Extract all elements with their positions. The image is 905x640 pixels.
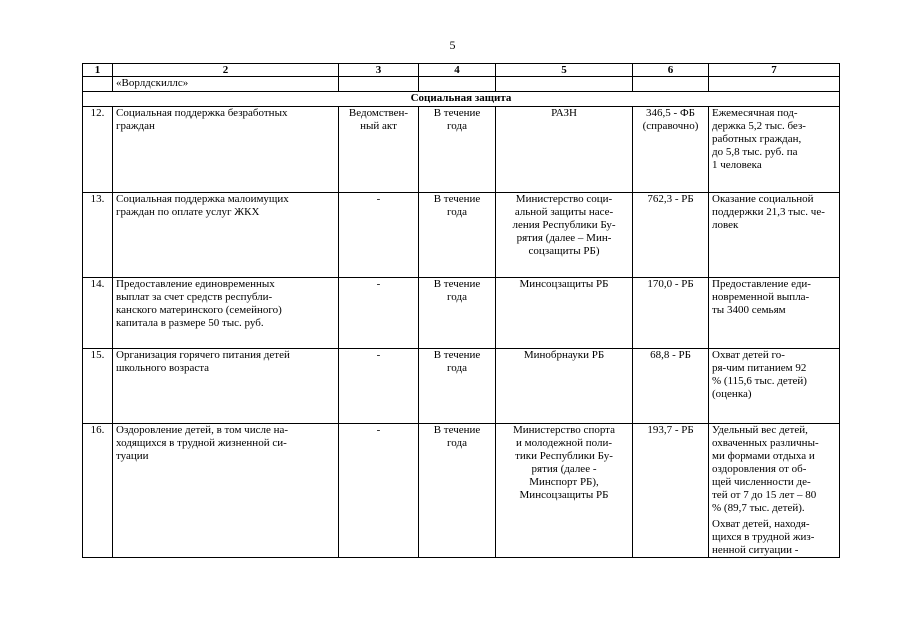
continuation-row (83, 77, 840, 92)
column-number: 2 (113, 64, 339, 77)
continuation-text: «Ворлдскиллс» (113, 77, 339, 92)
row-number: 14. (83, 278, 113, 349)
column-number: 7 (709, 64, 840, 77)
result-cell: Ежемесячная под- держка 5,2 тыс. без- работных граждан, до 5,8 тыс. руб. па 1 человека (709, 107, 840, 193)
result-cell: Предоставление еди- новременной выпла- ты 3400 семьям (709, 278, 840, 349)
amount-cell: 762,3 - РБ (633, 193, 709, 278)
act-cell: - (339, 349, 419, 424)
column-number: 6 (633, 64, 709, 77)
row-number: 13. (83, 193, 113, 278)
term-cell: В течение года (419, 424, 496, 558)
term-cell: В течение года (419, 107, 496, 193)
amount-cell: 170,0 - РБ (633, 278, 709, 349)
measure-cell: Социальная поддержка малоимущих граждан по оплате услуг ЖКХ (113, 193, 339, 278)
executor-cell: Министерство спорта и молодежной поли- тики Республики Бу- рятия (далее - Минспорт РБ), Минсоцзащиты РБ (496, 424, 633, 558)
measure-cell: Социальная поддержка безработных граждан (113, 107, 339, 193)
table-row (83, 278, 840, 349)
section-title: Социальная защита (83, 92, 840, 107)
column-number: 4 (419, 64, 496, 77)
measures-table (82, 63, 840, 558)
measure-cell: Предоставление единовременных выплат за счет средств республи- канского материнского (семейного) капитала в размере 50 тыс. руб. (113, 278, 339, 349)
row-number: 16. (83, 424, 113, 558)
act-cell: Ведомствен- ный акт (339, 107, 419, 193)
term-cell: В течение года (419, 193, 496, 278)
page-number: 5 (449, 38, 456, 52)
term-cell: В течение года (419, 278, 496, 349)
act-cell: - (339, 424, 419, 558)
table-row (83, 424, 840, 558)
act-cell: - (339, 193, 419, 278)
measure-cell: Организация горячего питания детей школьного возраста (113, 349, 339, 424)
result-cell: Удельный вес детей, охваченных различны- ми формами отдыха и оздоровления от об- щей численности де- тей от 7 до 15 лет – 80 % (89,7 тыс. детей). Охват детей, находя- щихся в трудной жиз- ненной ситуации - (709, 424, 840, 558)
row-number: 15. (83, 349, 113, 424)
amount-cell: 68,8 - РБ (633, 349, 709, 424)
table-row (83, 349, 840, 424)
term-cell: В течение года (419, 349, 496, 424)
executor-cell: Минобрнауки РБ (496, 349, 633, 424)
executor-cell: Министерство соци- альной защиты насе- ления Республики Бу- рятия (далее – Мин- соцзащиты РБ) (496, 193, 633, 278)
executor-cell: Минсоцзащиты РБ (496, 278, 633, 349)
result-cell: Охват детей го- ря-чим питанием 92 % (115,6 тыс. детей) (оценка) (709, 349, 840, 424)
column-number: 1 (83, 64, 113, 77)
table-row (83, 193, 840, 278)
executor-cell: РАЗН (496, 107, 633, 193)
act-cell: - (339, 278, 419, 349)
amount-cell: 346,5 - ФБ (справочно) (633, 107, 709, 193)
measure-cell: Оздоровление детей, в том числе на- ходящихся в трудной жизненной си- туации (113, 424, 339, 558)
section-heading-row (83, 92, 840, 107)
table-row (83, 107, 840, 193)
row-number: 12. (83, 107, 113, 193)
amount-cell: 193,7 - РБ (633, 424, 709, 558)
column-number: 3 (339, 64, 419, 77)
result-cell: Оказание социальной поддержки 21,3 тыс. че- ловек (709, 193, 840, 278)
column-number-row (83, 64, 840, 77)
column-number: 5 (496, 64, 633, 77)
